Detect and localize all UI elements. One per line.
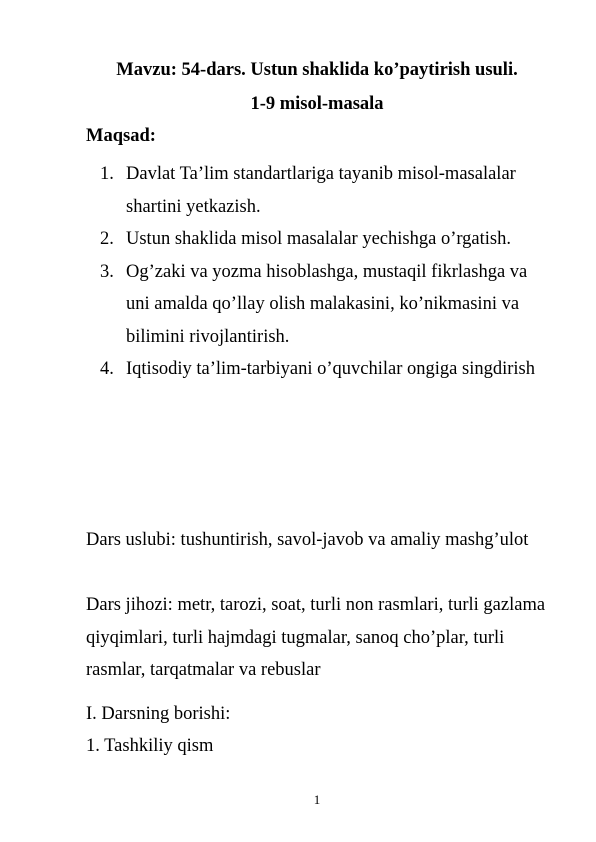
- lesson-method: Dars uslubi: tushuntirish, savol-javob va amaliy mashg’ulot: [86, 530, 529, 550]
- goal-number: 4.: [100, 359, 114, 379]
- goal-item: [100, 256, 540, 354]
- page-number: 1: [313, 792, 321, 807]
- goal-item: [100, 158, 540, 223]
- goals-heading: Maqsad:: [86, 126, 156, 146]
- goal-number: 3.: [100, 261, 114, 282]
- lesson-subtitle: 1-9 misol-masala: [250, 94, 384, 114]
- goal-text: Ustun shaklida misol masalalar yechishga o’rgatish.: [126, 229, 511, 249]
- goal-item: [100, 223, 540, 256]
- goal-text: Iqtisodiy ta’lim-tarbiyani o’quvchilar ongiga singdirish: [126, 359, 535, 379]
- goal-number: 1.: [100, 164, 114, 184]
- goal-text: Og’zaki va yozma hisoblashga, mustaqil fikrlashga va uni amalda qo’llay olish malakasini, ko’nikmasini va bilimini rivojlantirish.: [126, 261, 528, 347]
- lesson-title: Mavzu: 54-dars. Ustun shaklida ko’paytirish usuli.: [116, 60, 518, 80]
- lesson-progress-heading: I. Darsning borishi:: [86, 704, 231, 724]
- lesson-equipment: Dars jihozi: metr, tarozi, soat, turli non rasmlari, turli gazlama qiyqimlari, turli hajmdagi tugmalar, sanoq cho’plar, turli rasmlar, tarqatmalar va rebuslar: [86, 595, 546, 680]
- goal-text: Davlat Ta’lim standartlariga tayanib misol-masalalar shartini yetkazish.: [126, 164, 516, 217]
- goal-number: 2.: [100, 229, 114, 249]
- organizational-part: 1. Tashkiliy qism: [86, 736, 214, 756]
- goals-list: [100, 158, 540, 386]
- goal-item: [100, 353, 540, 386]
